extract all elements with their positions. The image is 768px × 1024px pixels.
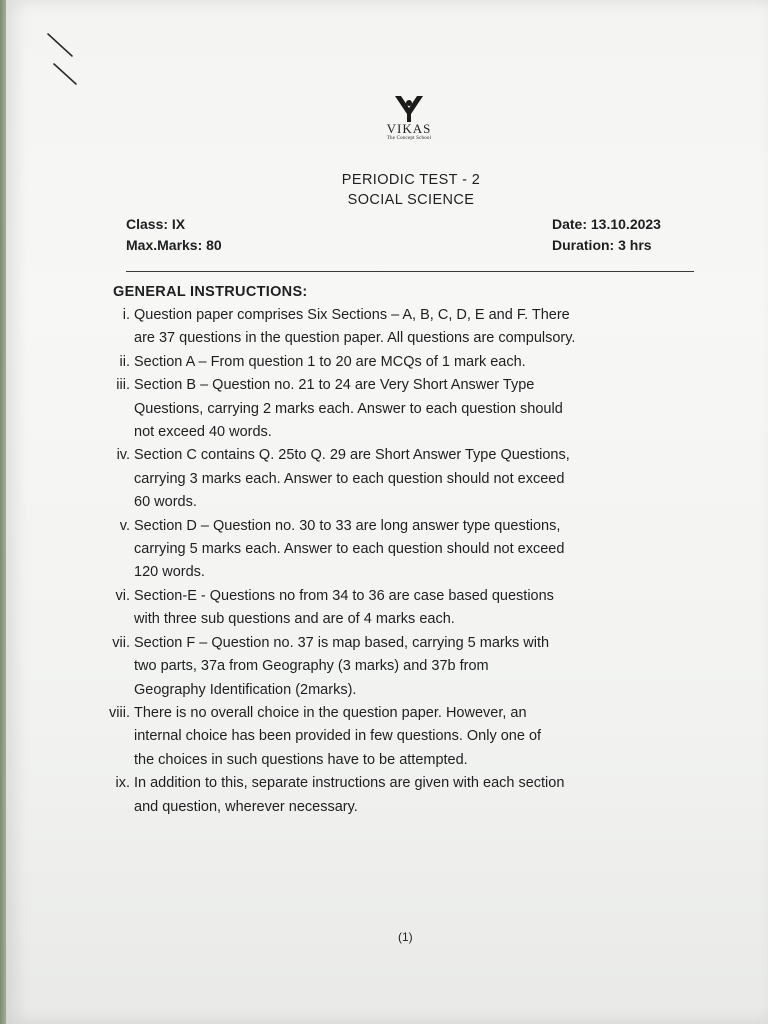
instruction-text: Question paper comprises Six Sections – A, B, C, D, E and F. There are 37 questions in the question paper. All questions are compulsory. bbox=[134, 307, 576, 347]
instruction-text: Section B – Question no. 21 to 24 are Very Short Answer Type Questions, carrying 2 marks each. Answer to each question should not exceed 40 words. bbox=[134, 377, 563, 441]
meta-left bbox=[126, 214, 222, 256]
test-title: PERIODIC TEST - 2 bbox=[341, 172, 481, 188]
instruction-number: v. bbox=[119, 517, 130, 534]
meta-right bbox=[552, 214, 661, 256]
pen-tick-marks bbox=[42, 30, 92, 100]
test-header bbox=[326, 170, 496, 210]
instruction-number: ix. bbox=[115, 775, 130, 792]
instruction-text: Section D – Question no. 30 to 33 are long answer type questions, carrying 5 marks each. Answer to each question should not exceed 120 words. bbox=[134, 517, 565, 581]
max-marks-label: Max.Marks: 80 bbox=[126, 237, 222, 253]
instruction-item bbox=[108, 351, 708, 374]
instruction-text: Section C contains Q. 25to Q. 29 are Short Answer Type Questions, carrying 3 marks each. Answer to each question should not exceed 60 words. bbox=[134, 447, 570, 511]
instruction-item bbox=[108, 374, 708, 444]
instruction-item bbox=[108, 632, 708, 702]
instruction-number: i. bbox=[122, 307, 130, 323]
duration-label: Duration: 3 hrs bbox=[552, 237, 652, 253]
instruction-item bbox=[108, 585, 708, 632]
instruction-number: viii. bbox=[109, 704, 130, 721]
instruction-number: iii. bbox=[116, 377, 130, 394]
instruction-text: There is no overall choice in the question paper. However, an internal choice has been provided in few questions. Only one of the choices in such questions have to be attempted. bbox=[134, 704, 542, 768]
page-number: (1) bbox=[398, 930, 413, 944]
instruction-text: Section A – From question 1 to 20 are MCQs of 1 mark each. bbox=[134, 353, 526, 370]
instruction-text: Section-E - Questions no from 34 to 36 are case based questions with three sub questions and are of 4 marks each. bbox=[134, 587, 554, 628]
logo-tagline: The Concept School bbox=[386, 136, 432, 141]
instruction-number: iv. bbox=[116, 447, 130, 464]
header-divider bbox=[126, 271, 694, 272]
logo-name: VIKAS bbox=[386, 121, 432, 136]
instruction-item bbox=[108, 444, 708, 514]
instruction-number: ii. bbox=[119, 353, 130, 370]
school-logo bbox=[384, 94, 434, 160]
instructions-heading: GENERAL INSTRUCTIONS: bbox=[113, 284, 308, 300]
test-subject: SOCIAL SCIENCE bbox=[347, 192, 475, 208]
instruction-item bbox=[108, 772, 708, 819]
instructions-list bbox=[108, 304, 708, 819]
instruction-number: vii. bbox=[112, 634, 130, 651]
instruction-item bbox=[108, 304, 708, 351]
instruction-text: In addition to this, separate instructions are given with each section and question, wherever necessary. bbox=[134, 775, 565, 815]
class-label: Class: IX bbox=[126, 216, 186, 232]
vikas-emblem-icon bbox=[393, 94, 425, 124]
instruction-text: Section F – Question no. 37 is map based, carrying 5 marks with two parts, 37a from Geography (3 marks) and 37b from Geography Identification (2marks). bbox=[134, 634, 550, 698]
instruction-item bbox=[108, 515, 708, 585]
instruction-number: vi. bbox=[115, 587, 130, 604]
instruction-item bbox=[108, 702, 708, 772]
exam-sheet bbox=[6, 0, 768, 1024]
date-label: Date: 13.10.2023 bbox=[552, 216, 661, 232]
